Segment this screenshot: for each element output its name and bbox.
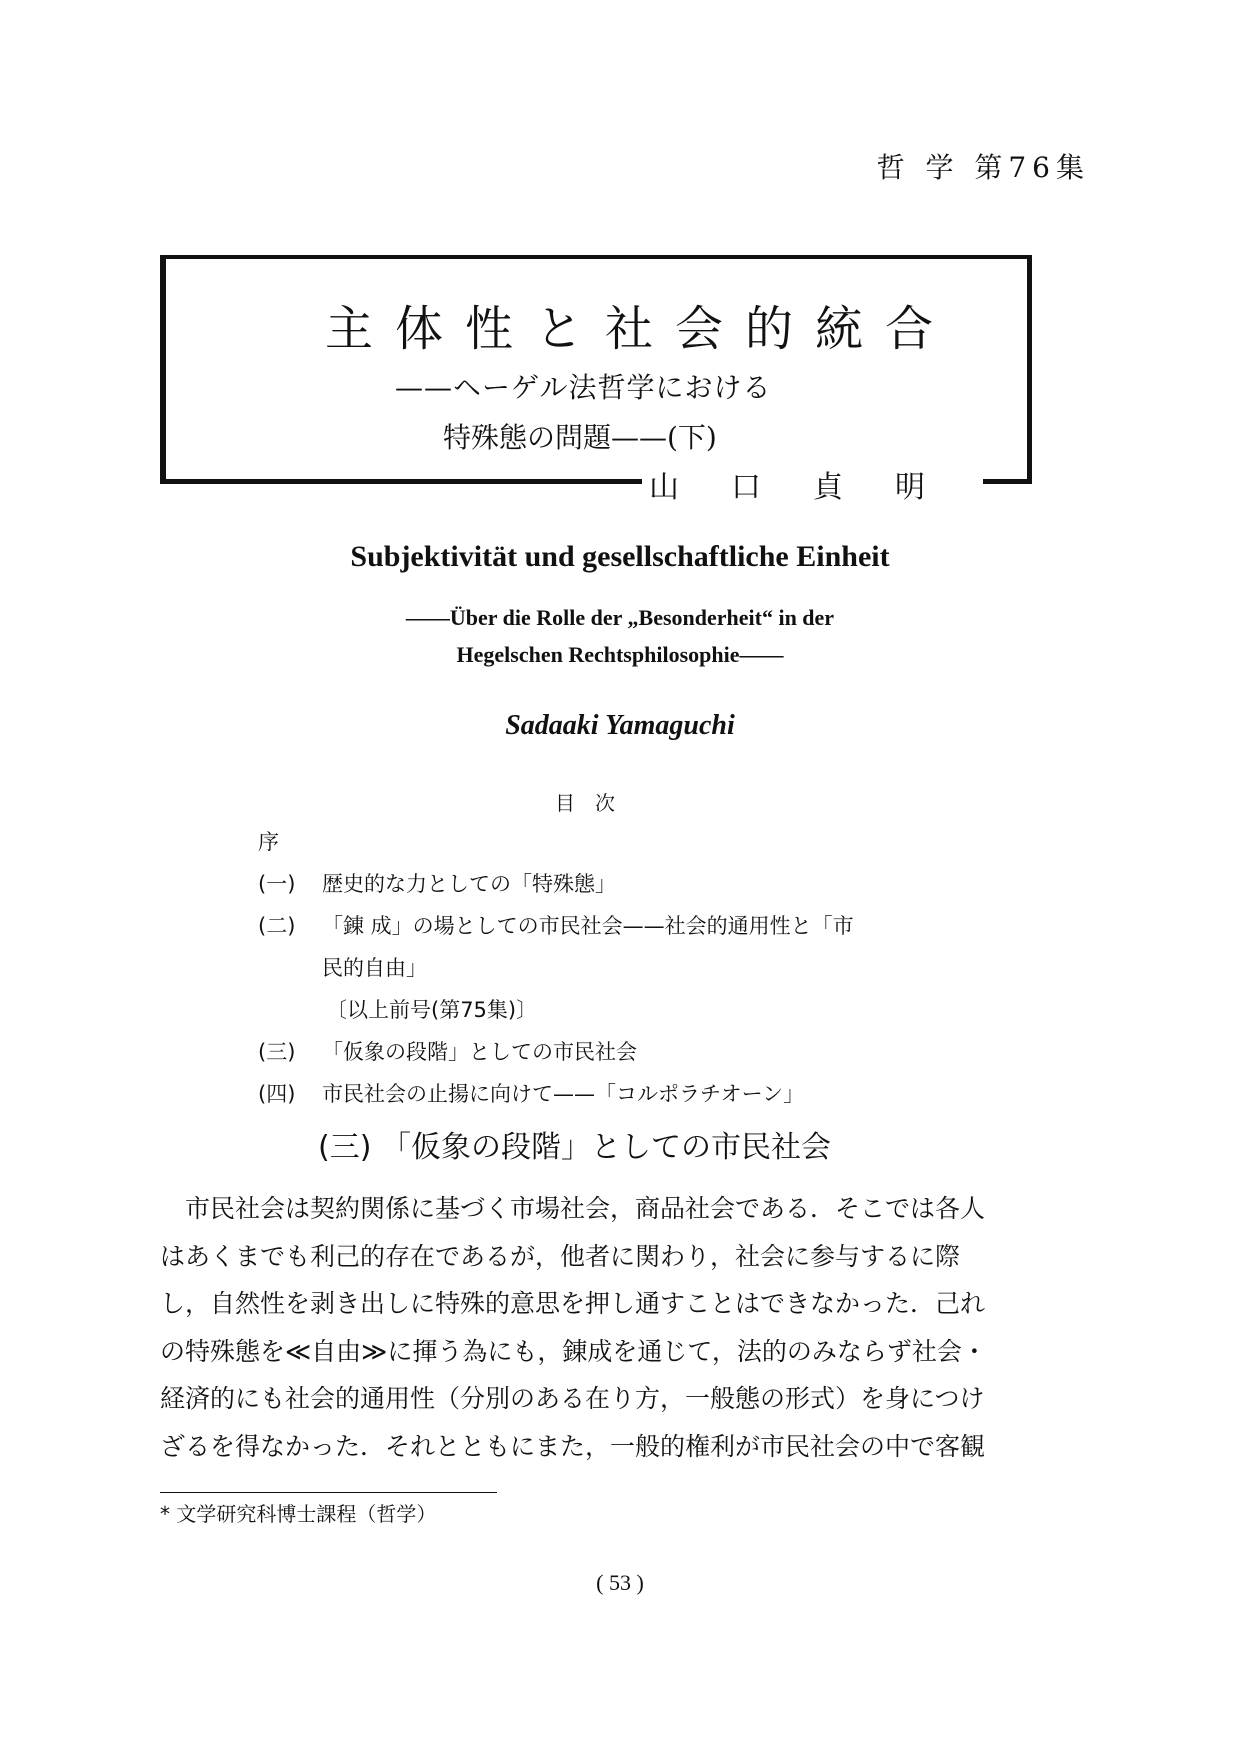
toc-item-text: 歴史的な力としての「特殊態」 — [322, 872, 616, 896]
body-line: 市民社会は契約関係に基づく市場社会，商品社会である．そこでは各人 — [185, 1194, 986, 1223]
toc-item-text: 民的自由」 — [322, 956, 427, 980]
toc-item — [258, 1030, 958, 1072]
body-line: 経済的にも社会的通用性（分別のある在り方，一般態の形式）を身につけ — [160, 1384, 985, 1413]
body-text — [160, 1185, 1040, 1470]
author-japanese: 山口貞明 — [643, 462, 983, 506]
section-heading: (三) 「仮象の段階」としての市民社会 — [318, 1130, 831, 1165]
german-subtitle-line-1: ——Über die Rolle der „Besonderheit“ in der — [405, 605, 835, 630]
toc-note-text: 〔以上前号(第75集)〕 — [326, 998, 538, 1022]
german-subtitle-line-2: Hegelschen Rechtsphilosophie—— — [456, 642, 784, 667]
toc-item — [258, 1072, 958, 1114]
body-line: ざるを得なかった．それとともにまた，一般的権利が市民社会の中で客観 — [160, 1431, 986, 1461]
toc-note — [258, 988, 958, 1030]
toc-item-number: (三) — [258, 1040, 296, 1064]
subtitle-line-1: ——ヘーゲル法哲学における — [395, 371, 772, 404]
title-frame-rule-left — [160, 479, 642, 484]
toc-item-number: (四) — [258, 1082, 296, 1106]
journal-header: 哲 学 第76集 — [876, 151, 1090, 184]
author-english: Sadaaki Yamaguchi — [505, 710, 735, 741]
footnote-divider — [160, 1492, 497, 1493]
toc-heading: 目次 — [555, 791, 635, 815]
german-title: Subjektivität und gesellschaftliche Einheit — [350, 540, 890, 573]
toc-preface — [258, 820, 958, 862]
toc-item-text: 市民社会の止揚に向けて——「コルポラチオーン」 — [322, 1082, 805, 1106]
page-number: ( 53 ) — [596, 1570, 644, 1595]
toc-item-continuation — [258, 946, 958, 988]
toc-preface-label: 序 — [258, 830, 279, 854]
body-line: はあくまでも利己的存在であるが，他者に関わり，社会に参与するに際 — [160, 1241, 961, 1271]
toc-item — [258, 904, 958, 946]
toc-item-number: (一) — [258, 872, 296, 896]
subtitle-line-2: 特殊態の問題——(下) — [443, 421, 717, 454]
body-line: の特殊態を≪自由≫に揮う為にも，錬成を通じて，法的のみならず社会・ — [160, 1336, 987, 1366]
toc-item-text: 「錬 成」の場としての市民社会——社会的通用性と「市 — [322, 914, 854, 938]
toc-item-text: 「仮象の段階」としての市民社会 — [322, 1040, 637, 1064]
footnote: * 文学研究科博士課程（哲学） — [160, 1502, 437, 1526]
table-of-contents — [258, 820, 958, 1114]
toc-item — [258, 862, 958, 904]
body-line: し，自然性を剥き出しに特殊的意思を押し通すことはできなかった．己れ — [160, 1289, 986, 1318]
main-title: 主体性と社会的統合 — [324, 301, 955, 357]
toc-item-number: (二) — [258, 914, 296, 938]
